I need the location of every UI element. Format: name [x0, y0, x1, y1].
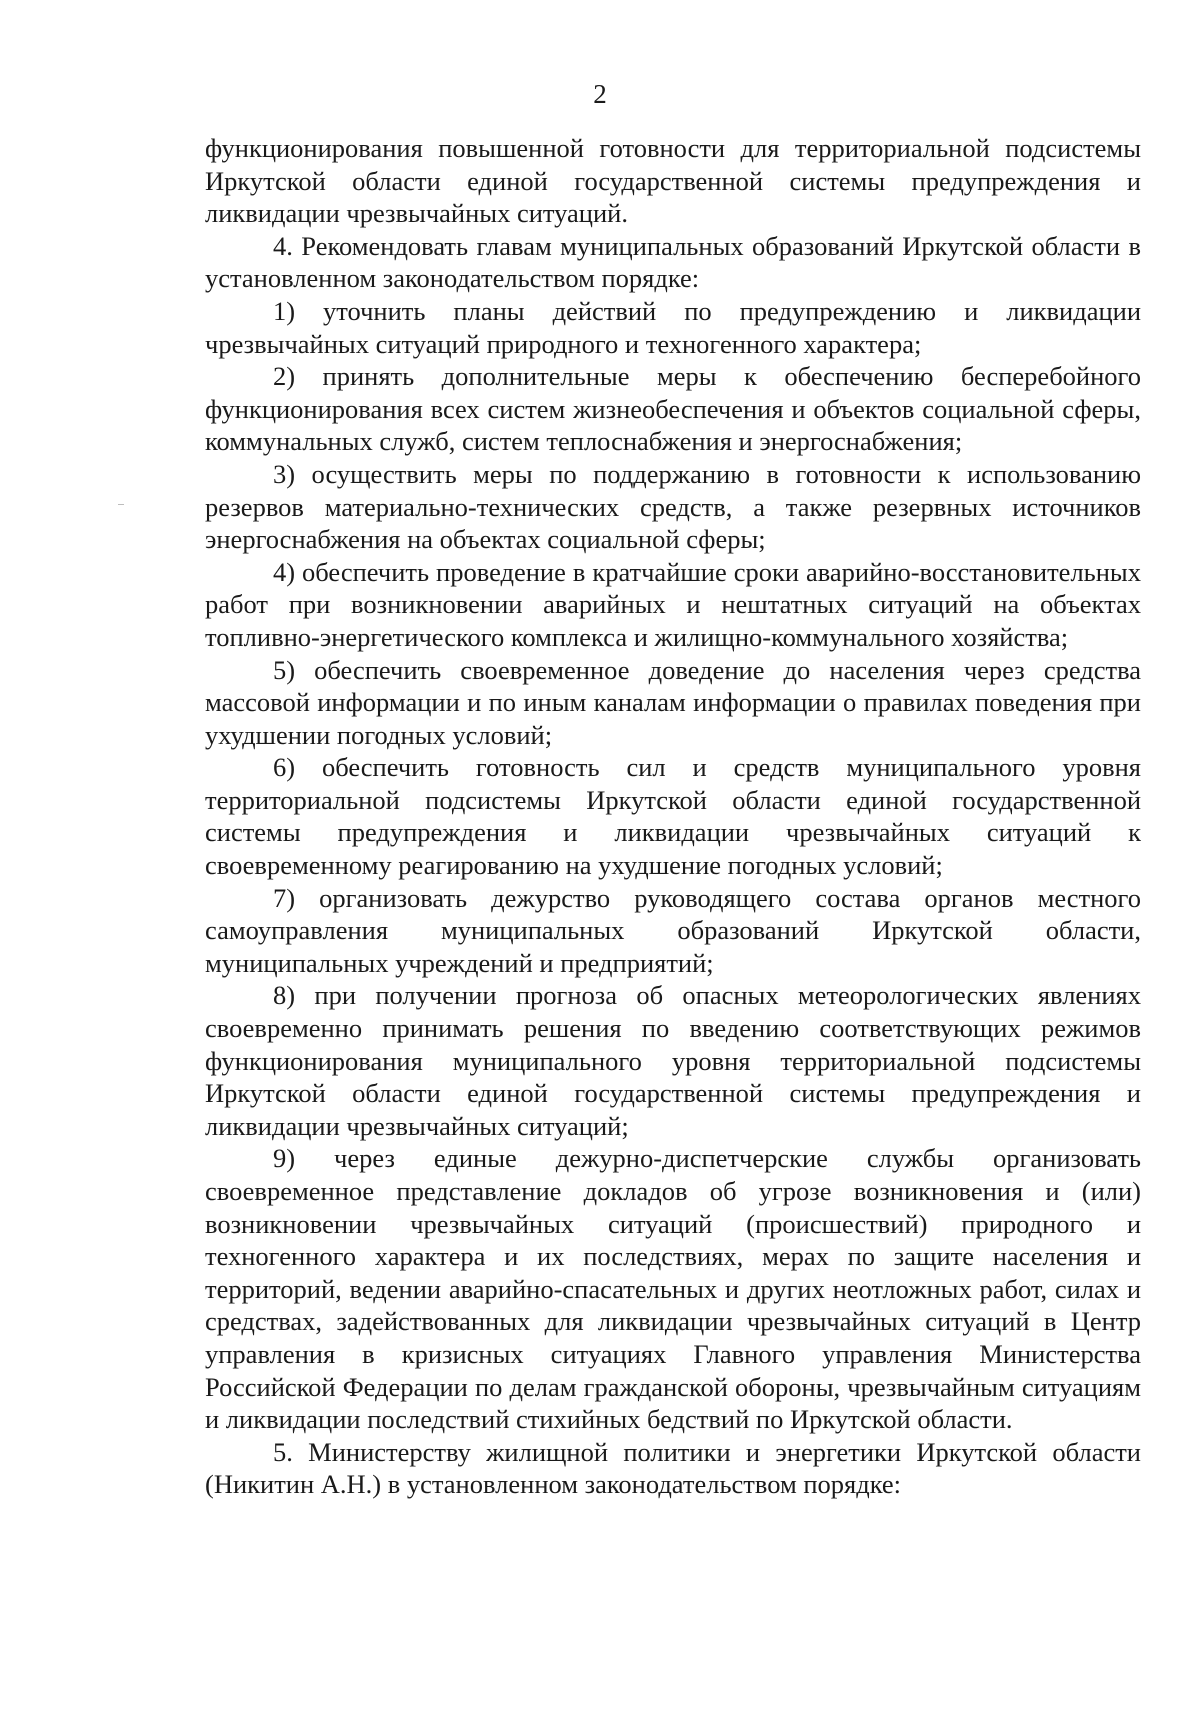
paragraph-subitem-6: 6) обеспечить готовность сил и средств муниципального уровня территориальной подсистемы Иркутской области единой государственной системы предупреждения и ликвидации чрезвычайных ситуаций к своевременному реагированию на ухудшение погодных условий; [205, 752, 1141, 881]
paragraph-subitem-7: 7) организовать дежурство руководящего состава органов местного самоуправления муниципальных образований Иркутской области, муниципальных учреждений и предприятий; [205, 882, 1141, 978]
document-body [205, 132, 1141, 1501]
paragraph-subitem-9: 9) через единые дежурно-диспетчерские службы организовать своевременное представление докладов об угрозе возникновения и (или) возникновении чрезвычайных ситуаций (происшествий) природного и техногенного характера и их последствиях, мерах по защите населения и территорий, ведении аварийно-спасательных и других неотложных работ, силах и средствах, задействованных для ликвидации чрезвычайных ситуаций в Центр управления в кризисных ситуациях Главного управления Министерства Российской Федерации по делам гражданской обороны, чрезвычайным ситуациям и ликвидации последствий стихийных бедствий по Иркутской области. [205, 1143, 1141, 1435]
paragraph-item-5: 5. Министерству жилищной политики и энергетики Иркутской области (Никитин А.Н.) в установленном законодательством порядке: [205, 1436, 1141, 1500]
paragraph-subitem-8: 8) при получении прогноза об опасных метеорологических явлениях своевременно принимать решения по введению соответствующих режимов функционирования муниципального уровня территориальной подсистемы Иркутской области единой государственной системы предупреждения и ликвидации чрезвычайных ситуаций; [205, 980, 1141, 1141]
paragraph-subitem-2: 2) принять дополнительные меры к обеспечению бесперебойного функционирования всех систем жизнеобеспечения и объектов социальной сферы, коммунальных служб, систем теплоснабжения и энергоснабжения; [205, 361, 1141, 457]
paragraph-subitem-3: 3) осуществить меры по поддержанию в готовности к использованию резервов материально-технических средств, а также резервных источников энергоснабжения на объектах социальной сферы; [205, 458, 1141, 555]
scan-margin-mark [118, 504, 124, 505]
paragraph-item-4: 4. Рекомендовать главам муниципальных образований Иркутской области в установленном законодательством порядке: [205, 230, 1141, 294]
paragraph-continuation: функционирования повышенной готовности для территориальной подсистемы Иркутской области единой государственной системы предупреждения и ликвидации чрезвычайных ситуаций. [205, 133, 1141, 229]
paragraph-subitem-5: 5) обеспечить своевременное доведение до населения через средства массовой информации и по иным каналам информации о правилах поведения при ухудшении погодных условий; [205, 654, 1141, 750]
paragraph-subitem-4: 4) обеспечить проведение в кратчайшие сроки аварийно-восстановительных работ при возникновении аварийных и нештатных ситуаций на объектах топливно-энергетического комплекса и жилищно-коммунального хозяйства; [205, 556, 1141, 652]
paragraph-subitem-1: 1) уточнить планы действий по предупреждению и ликвидации чрезвычайных ситуаций природного и техногенного характера; [205, 295, 1141, 359]
page-number: 2 [593, 79, 607, 109]
